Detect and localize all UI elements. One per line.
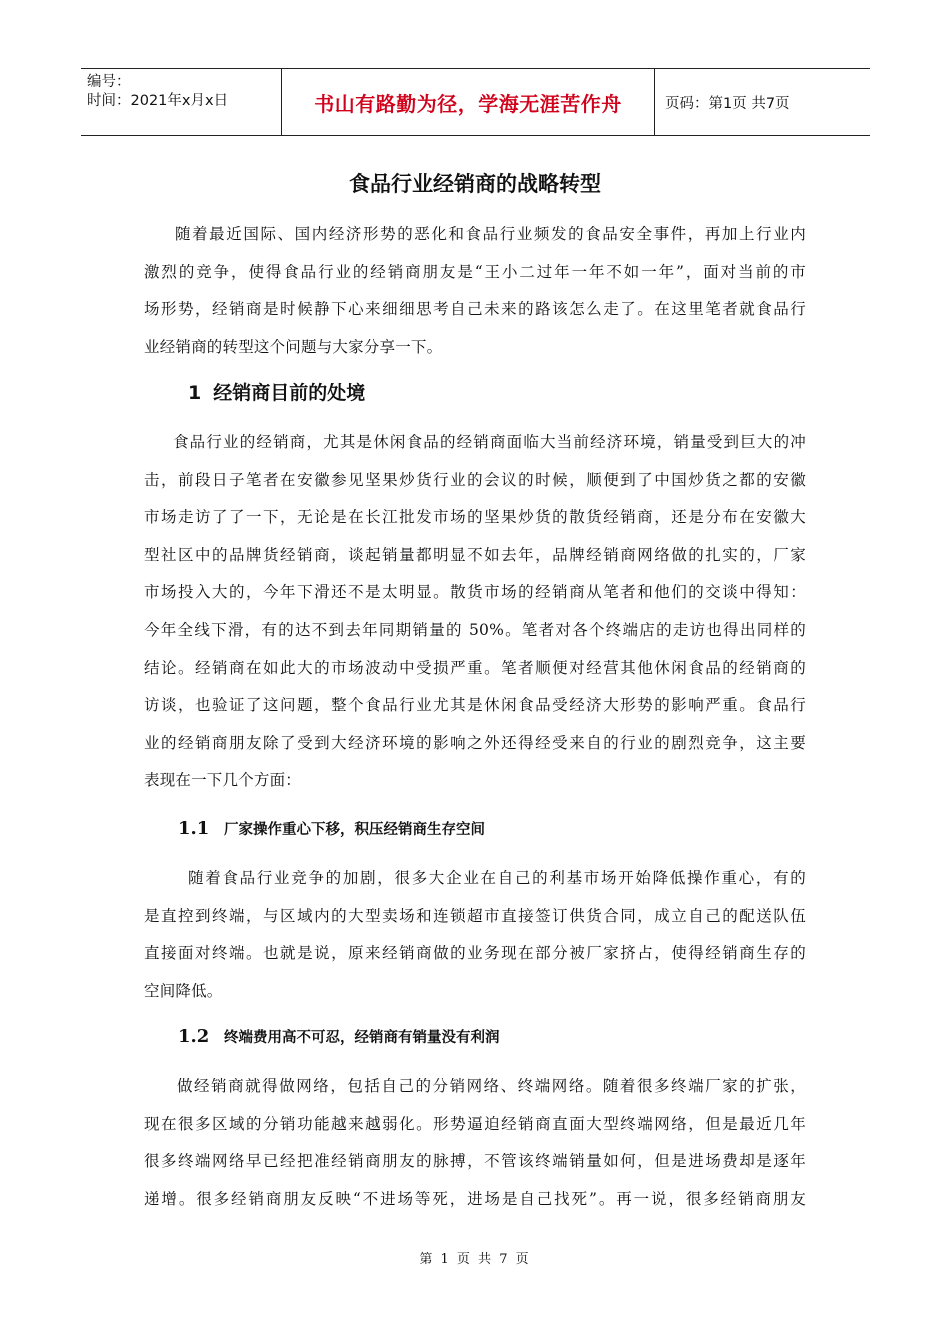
section-title: 经销商目前的处境 xyxy=(213,382,366,404)
section-heading-1-2 xyxy=(178,1026,500,1047)
section-title: 厂家操作重心下移，积压经销商生存空间 xyxy=(224,822,485,838)
paragraph-line: 今年全线下滑，有的达不到去年同期销量的 50%。笔者对各个终端店的走访也得出同样的 xyxy=(144,620,806,639)
page-footer: 第 1 页 共 7 页 xyxy=(419,1252,531,1267)
paragraph-line: 空间降低。 xyxy=(144,981,223,1000)
header-motto: 书山有路勤为径，学海无涯苦作舟 xyxy=(281,69,655,135)
section-heading-1-1 xyxy=(178,818,485,839)
header-meta xyxy=(81,69,281,135)
section-number: 1.1 xyxy=(178,818,210,839)
paragraph-line: 表现在一下几个方面： xyxy=(144,771,302,790)
section-1-2-paragraph xyxy=(144,1068,806,1218)
section-1-1-paragraph xyxy=(144,860,806,1010)
section-1-paragraph xyxy=(144,424,806,800)
paragraph-line: 随着最近国际、国内经济形势的恶化和食品行业频发的食品安全事件，再加上行业内 xyxy=(175,225,806,243)
paragraph-line: 激烈的竞争，使得食品行业的经销商朋友是“王小二过年一年不如一年”，面对当前的市 xyxy=(144,262,806,281)
paragraph-line: 很多终端网络早已经把准经销商朋友的脉搏，不管该终端销量如何，但是进场费却是逐年 xyxy=(144,1152,806,1171)
section-number: 1.2 xyxy=(178,1026,210,1047)
paragraph-line: 随着食品行业竞争的加剧，很多大企业在自己的利基市场开始降低操作重心，有的 xyxy=(188,869,806,887)
paragraph-line: 业经销商的转型这个问题与大家分享一下。 xyxy=(144,337,443,356)
paragraph-line: 业的经销商朋友除了受到大经济环境的影响之外还得经受来自的行业的剧烈竞争，这主要 xyxy=(144,733,806,752)
paragraph-line: 场形势，经销商是时候静下心来细细思考自己未来的路该怎么走了。在这里笔者就食品行 xyxy=(144,300,806,319)
paragraph-line: 市场走访了了一下，无论是在长江批发市场的坚果炒货的散货经销商，还是分布在安徽大 xyxy=(144,508,806,527)
paragraph-line: 访谈，也验证了这问题，整个食品行业尤其是休闲食品受经济大形势的影响严重。食品行 xyxy=(144,696,806,715)
paragraph-line: 做经销商就得做网络，包括自己的分销网络、终端网络。随着很多终端厂家的扩张， xyxy=(177,1077,806,1095)
date-label: 时间：2021年x月x日 xyxy=(87,93,229,109)
intro-paragraph xyxy=(144,216,806,366)
paragraph-line: 击，前段日子笔者在安徽参见坚果炒货行业的会议的时候，顺便到了中国炒货之都的安徽 xyxy=(144,470,806,489)
section-heading-1 xyxy=(188,378,365,405)
paragraph-line: 结论。经销商在如此大的市场波动中受损严重。笔者顺便对经营其他休闲食品的经销商的 xyxy=(144,658,806,677)
section-title: 终端费用高不可忍，经销商有销量没有利润 xyxy=(224,1030,500,1046)
paragraph-line: 市场投入大的，今年下滑还不是太明显。散货市场的经销商从笔者和他们的交谈中得知： xyxy=(144,583,806,602)
paragraph-line: 食品行业的经销商，尤其是休闲食品的经销商面临大当前经济环境，销量受到巨大的冲 xyxy=(173,433,806,451)
paragraph-line: 现在很多区域的分销功能越来越弱化。形势逼迫经销商直面大型终端网络，但是最近几年 xyxy=(144,1114,806,1133)
paragraph-line: 型社区中的品牌货经销商，谈起销量都明显不如去年，品牌经销商网络做的扎实的，厂家 xyxy=(144,545,806,564)
paragraph-line: 是直控到终端，与区域内的大型卖场和连锁超市直接签订供货合同，成立自己的配送队伍 xyxy=(144,906,806,925)
section-number: 1 xyxy=(188,382,202,404)
page-header xyxy=(81,68,870,136)
serial-label: 编号： xyxy=(87,74,131,90)
header-page-info: 页码：第1页 共7页 xyxy=(665,95,790,112)
paragraph-line: 递增。很多经销商朋友反映“不进场等死，进场是自己找死”。再一说，很多经销商朋友 xyxy=(144,1189,806,1208)
paragraph-line: 直接面对终端。也就是说，原来经销商做的业务现在部分被厂家挤占，使得经销商生存的 xyxy=(144,944,806,963)
document-title: 食品行业经销商的战略转型 xyxy=(349,172,601,196)
